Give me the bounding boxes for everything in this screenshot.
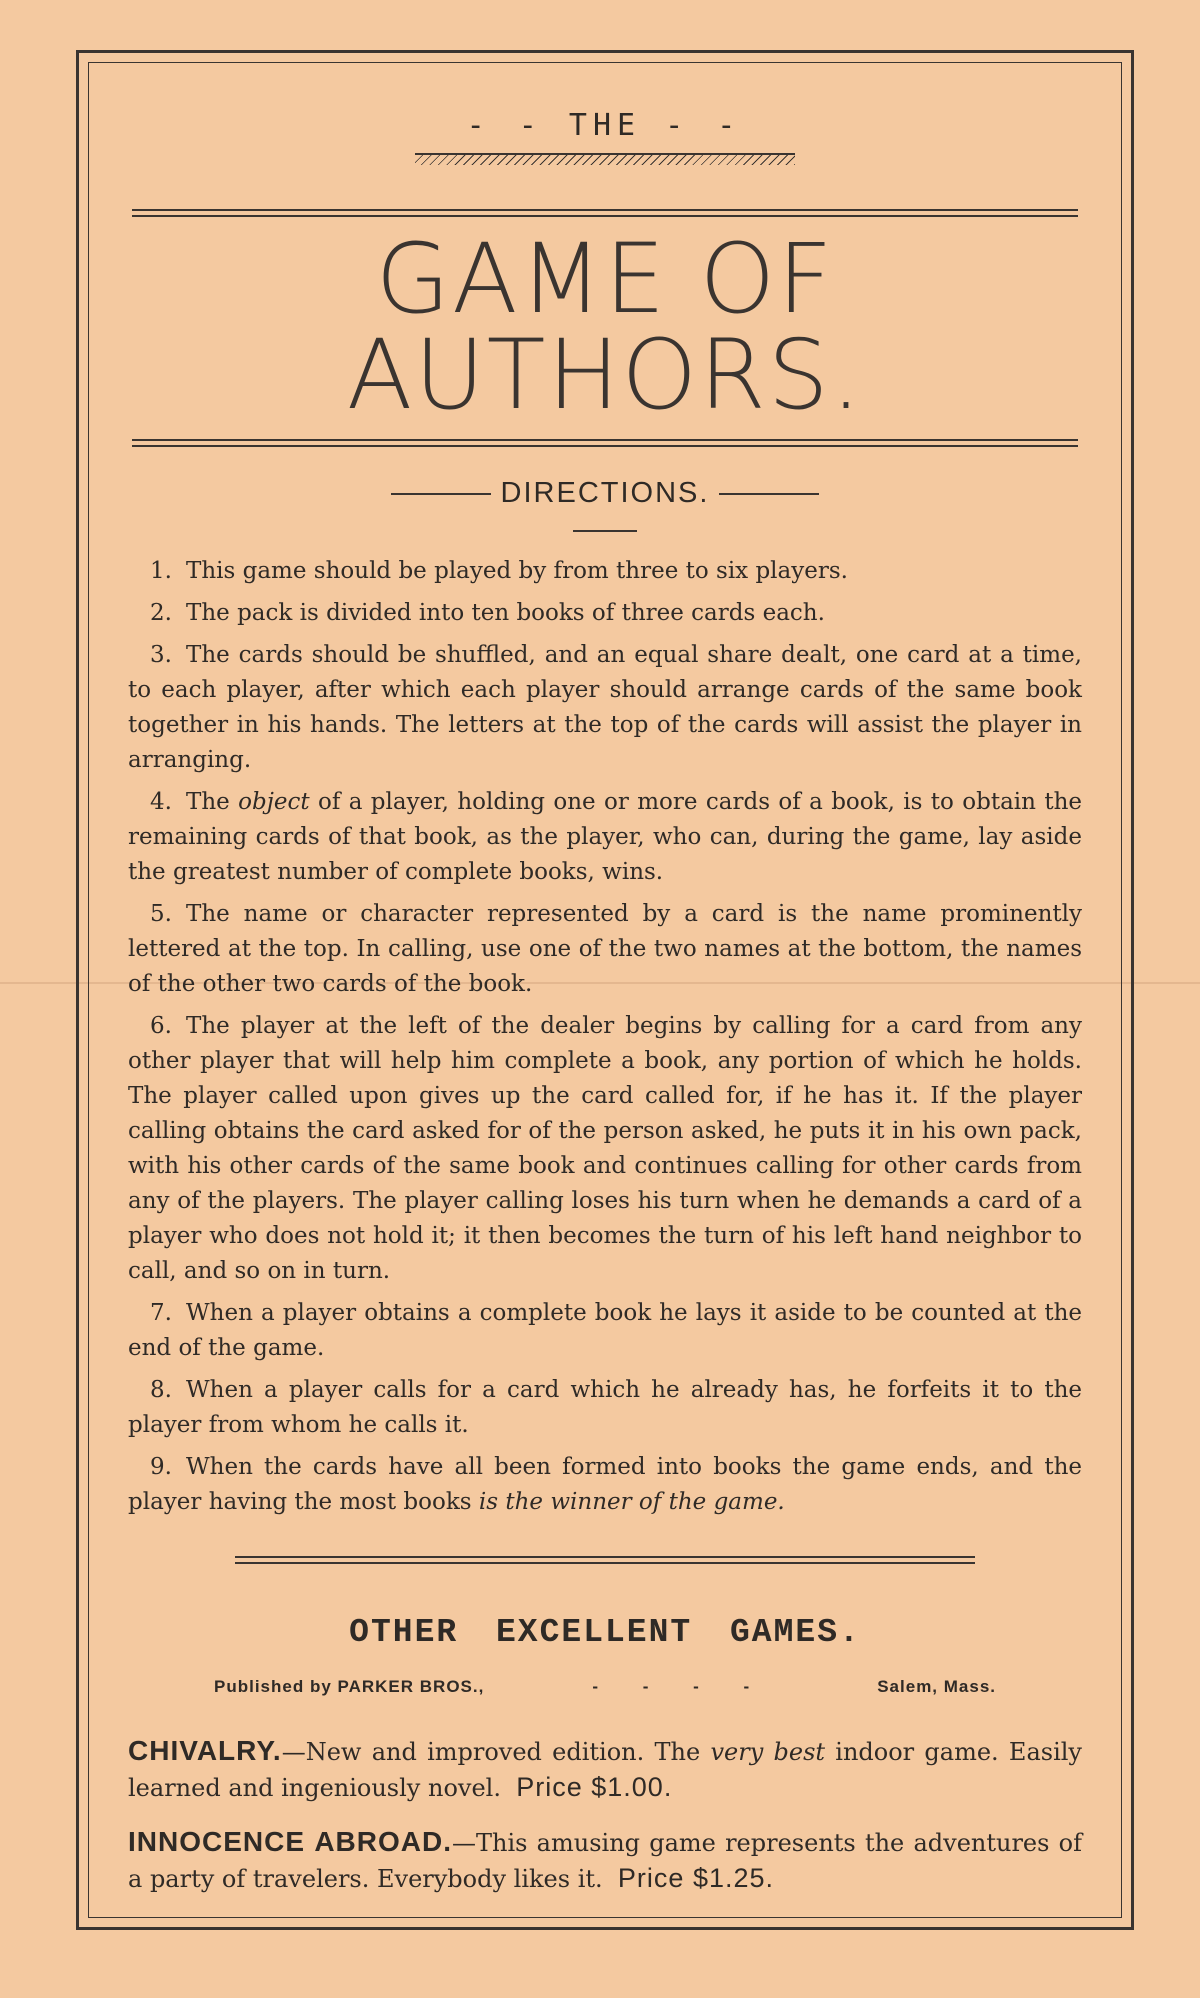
other-games-heading: OTHER EXCELLENT GAMES. [349, 1614, 861, 1651]
page-title: GAME OF AUTHORS. [346, 223, 864, 431]
publisher-name: Published by PARKER BROS., [214, 1677, 485, 1696]
rule-item [128, 897, 1082, 1002]
rule-number: 9. [150, 1454, 172, 1480]
title-rule-bottom [132, 439, 1078, 447]
game-name: INNOCENCE ABROAD. [128, 1826, 453, 1857]
rule-text-emphasis: object [238, 789, 310, 815]
game-price: Price $1.00. [516, 1772, 673, 1802]
directions-heading [128, 477, 1082, 510]
rule-text: When a player obtains a complete book he lays it aside to be counted at the end of the game. [128, 1300, 1082, 1361]
game-ad-chivalry [128, 1733, 1082, 1806]
publisher-dashes: - - - - [592, 1677, 770, 1696]
rule-text: The player at the left of the dealer begins by calling for a card from any other player that will help him complete a book, any portion of which he holds. The player called upon gives up the card called for, if he has it. If the player calling obtains the card asked for of the person asked, he puts it in his own pack, with his other cards of the same book and continues calling for other cards from any of the players. The player calling loses his turn when he demands a card of a player who does not hold it; it then becomes the turn of his left hand neighbor to call, and so on in turn. [128, 1013, 1082, 1284]
rule-number: 3. [150, 642, 172, 668]
game-description: —This amusing game represents the adventures of a party of travelers. Everybody likes it. [128, 1829, 1082, 1893]
rule-text-start: When the cards have all been formed into books the game ends, and the player having the most books [128, 1454, 1082, 1515]
title-rule-top [132, 209, 1078, 217]
rule-text-start: The [186, 789, 239, 815]
rule-text: When a player calls for a card which he already has, he forfeits it to the player from whom he calls it. [128, 1377, 1082, 1438]
rule-item [128, 638, 1082, 778]
rule-item [128, 785, 1082, 890]
rule-number: 2. [150, 600, 172, 626]
section-separator [235, 1556, 975, 1564]
game-price: Price $1.25. [617, 1863, 775, 1893]
rule-item [128, 596, 1082, 631]
rule-number: 5. [150, 901, 172, 927]
game-description-end: indoor game. Easily learned and ingeniously novel. [128, 1738, 1082, 1802]
publisher-line [214, 1677, 996, 1697]
rule-number: 1. [150, 558, 172, 584]
the-header [128, 108, 1082, 143]
game-name: CHIVALRY. [128, 1735, 282, 1766]
rule-text: The name or character represented by a card is the name prominently lettered at the top. In calling, use one of the two names at the bottom, the names of the other two cards of the book. [128, 901, 1082, 997]
rule-number: 7. [150, 1300, 172, 1326]
the-dashes-left: - - [466, 108, 545, 143]
the-label: THE [568, 108, 642, 143]
directions-rule-left [391, 493, 491, 495]
directions-rule-right [719, 493, 819, 495]
rules-list [128, 554, 1082, 1520]
game-ad-innocence-abroad [128, 1824, 1082, 1897]
rule-number: 4. [150, 789, 172, 815]
rule-item [128, 1009, 1082, 1289]
rule-text: The pack is divided into ten books of three cards each. [186, 600, 825, 626]
rule-item [128, 1296, 1082, 1366]
leaflet-content [128, 100, 1082, 1897]
rule-text: This game should be played by from three to six players. [186, 558, 848, 584]
rule-item [128, 554, 1082, 589]
directions-underline [573, 530, 637, 532]
rule-item [128, 1373, 1082, 1443]
publisher-location: Salem, Mass. [877, 1677, 996, 1696]
directions-label: DIRECTIONS. [500, 477, 710, 509]
rule-number: 6. [150, 1013, 172, 1039]
game-description-emphasis: very best [710, 1738, 826, 1766]
the-dashes-right: - - [665, 108, 744, 143]
wavy-ornament-rule [415, 153, 795, 165]
rule-text-end: of a player, holding one or more cards of a book, is to obtain the remaining cards of that book, as the player, who can, during the game, lay aside the greatest number of complete books, wins. [128, 789, 1083, 885]
rule-item [128, 1450, 1082, 1520]
rule-text-emphasis: is the winner of the game. [478, 1489, 785, 1515]
rule-text: The cards should be shuffled, and an equal share dealt, one card at a time, to each player, after which each player should arrange cards of the same book together in his hands. The letters at the top of the cards will assist the player in arranging. [128, 642, 1082, 773]
rule-number: 8. [150, 1377, 172, 1403]
game-description-start: —New and improved edition. The [281, 1738, 711, 1766]
